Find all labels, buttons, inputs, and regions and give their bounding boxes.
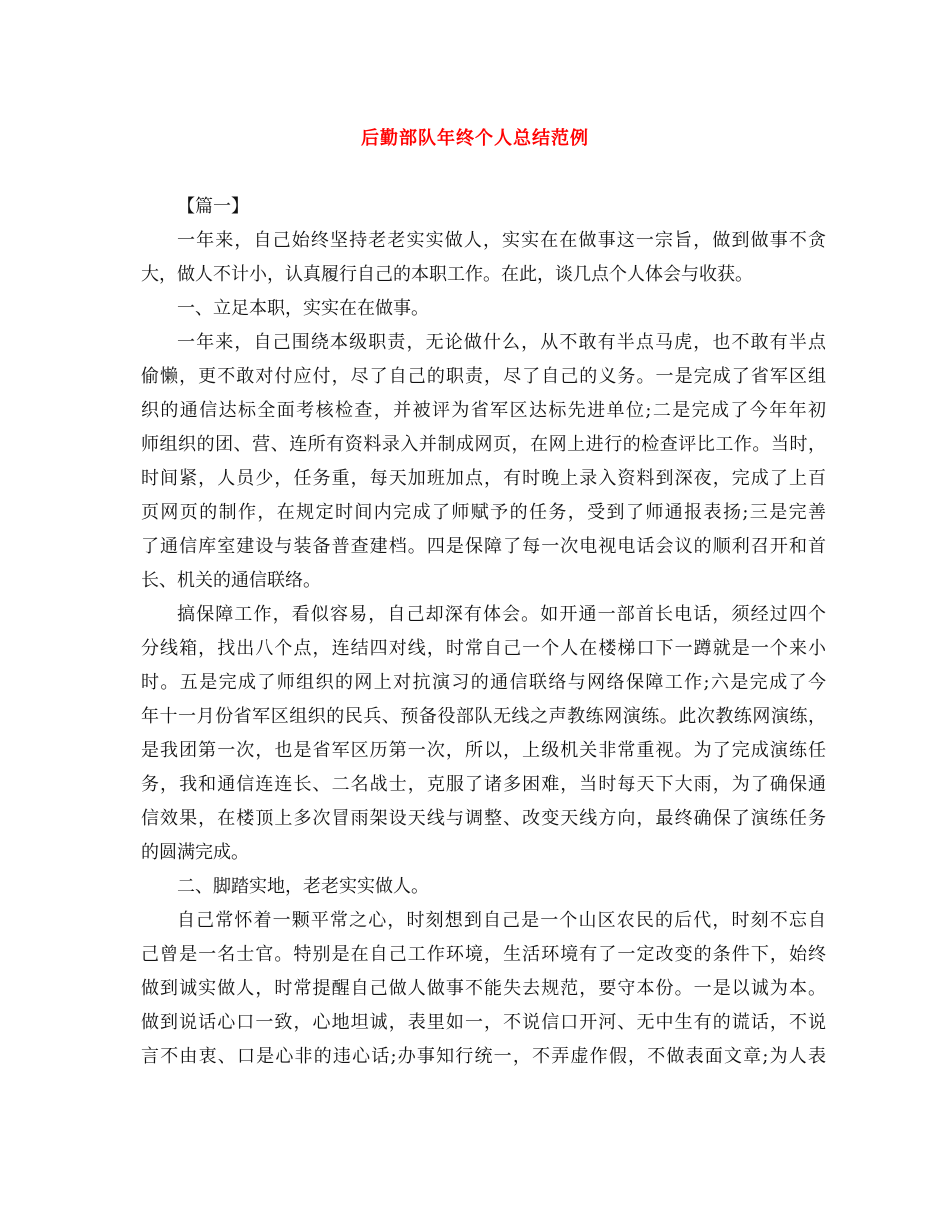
- document-title: 后勤部队年终个人总结范例: [361, 128, 589, 149]
- text-line: 务，我和通信连连长、二名战士，克服了诸多困难，当时每天下大雨，为了确保通: [141, 774, 826, 795]
- text-line: 时间紧，人员少，任务重，每天加班加点，有时晚上录入资料到深夜，完成了上百: [141, 468, 826, 489]
- text-line: 二、脚踏实地，老老实实做人。: [177, 876, 429, 897]
- text-line: 时。五是完成了师组织的网上对抗演习的通信联络与网络保障工作;六是完成了今: [141, 672, 826, 693]
- text-line: 自己常怀着一颗平常之心，时刻想到自己是一个山区农民的后代，时刻不忘自: [177, 910, 826, 931]
- text-line: 【篇一】: [177, 196, 249, 217]
- text-line: 大，做人不计小，认真履行自己的本职工作。在此，谈几点个人体会与收获。: [141, 264, 753, 285]
- text-line: 一、立足本职，实实在在做事。: [177, 298, 429, 319]
- text-line: 一年来，自己围绕本级职责，无论做什么，从不敢有半点马虎，也不敢有半点: [177, 332, 826, 353]
- text-line: 分线箱，找出八个点，连结四对线，时常自己一个人在楼梯口下一蹲就是一个来小: [141, 638, 826, 659]
- text-line: 的圆满完成。: [141, 842, 249, 863]
- text-line: 一年来，自己始终坚持老老实实做人，实实在在做事这一宗旨，做到做事不贪: [177, 230, 826, 251]
- text-line: 了通信库室建设与装备普查建档。四是保障了每一次电视电话会议的顺利召开和首: [141, 536, 826, 557]
- text-line: 师组织的团、营、连所有资料录入并制成网页，在网上进行的检查评比工作。当时，: [141, 434, 826, 455]
- text-line: 做到说话心口一致，心地坦诚，表里如一，不说信口开河、无中生有的谎话，不说: [141, 1012, 826, 1033]
- text-line: 言不由衷、口是心非的违心话;办事知行统一，不弄虚作假，不做表面文章;为人表: [141, 1046, 826, 1067]
- document-body: [141, 190, 826, 1074]
- text-line: 搞保障工作，看似容易，自己却深有体会。如开通一部首长电话，须经过四个: [177, 604, 826, 625]
- text-line: 长、机关的通信联络。: [141, 570, 321, 591]
- text-line: 织的通信达标全面考核检查，并被评为省军区达标先进单位;二是完成了今年年初: [141, 400, 826, 421]
- text-line: 做到诚实做人，时常提醒自己做人做事不能失去规范，要守本份。一是以诚为本。: [141, 978, 826, 999]
- text-line: 信效果，在楼顶上多次冒雨架设天线与调整、改变天线方向，最终确保了演练任务: [141, 808, 826, 829]
- text-line: 页网页的制作，在规定时间内完成了师赋予的任务，受到了师通报表扬;三是完善: [141, 502, 826, 523]
- text-line: 年十一月份省军区组织的民兵、预备役部队无线之声教练网演练。此次教练网演练，: [141, 706, 826, 727]
- text-line: 是我团第一次，也是省军区历第一次，所以，上级机关非常重视。为了完成演练任: [141, 740, 826, 761]
- text-line: 偷懒，更不敢对付应付，尽了自己的职责，尽了自己的义务。一是完成了省军区组: [141, 366, 826, 387]
- text-line: 己曾是一名士官。特别是在自己工作环境，生活环境有了一定改变的条件下，始终: [141, 944, 826, 965]
